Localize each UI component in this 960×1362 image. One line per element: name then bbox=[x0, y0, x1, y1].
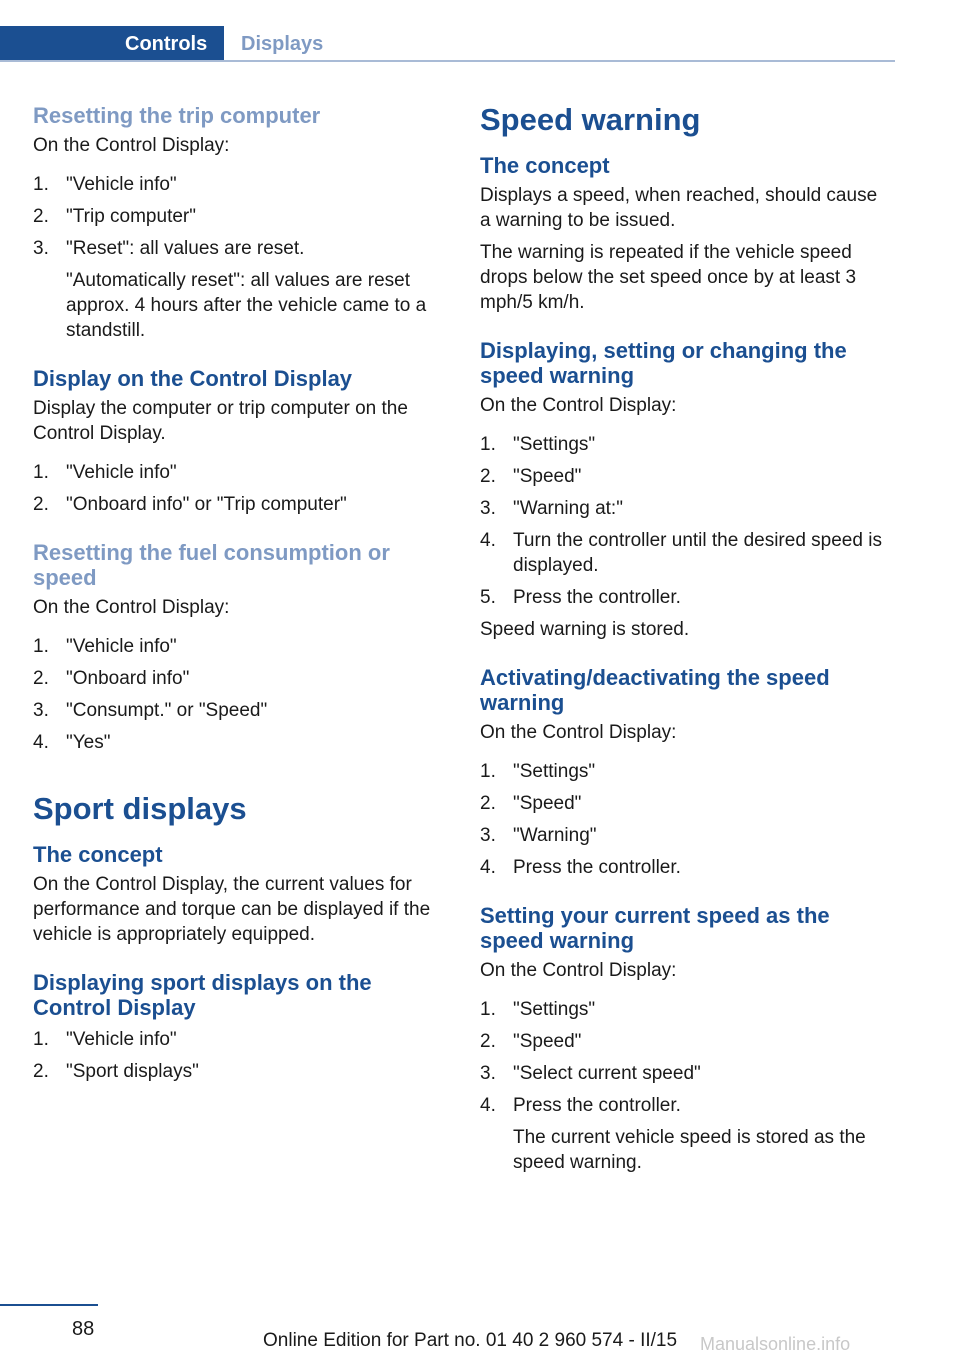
list-item bbox=[33, 730, 445, 755]
step-text: "Speed" bbox=[513, 1031, 582, 1052]
step-number: 4. bbox=[480, 857, 496, 878]
list-item bbox=[480, 1061, 892, 1086]
step-text: "Vehicle info" bbox=[66, 1029, 177, 1050]
step-text: "Settings" bbox=[513, 999, 596, 1020]
list-item bbox=[480, 464, 892, 489]
step-text: "Warning at:" bbox=[513, 498, 623, 519]
step-number: 3. bbox=[33, 700, 49, 721]
list-item bbox=[33, 492, 445, 517]
step-number: 1. bbox=[33, 174, 49, 195]
step-continuation: "Automatically reset": all values are reset approx. 4 hours after the vehicle came to a standstill. bbox=[66, 270, 427, 341]
list-item bbox=[33, 698, 445, 723]
step-text: "Warning" bbox=[513, 825, 597, 846]
title-speed-warning: Speed warning bbox=[480, 102, 701, 137]
step-number: 3. bbox=[33, 238, 49, 259]
steps-resetting-fuel-consumption bbox=[33, 634, 445, 755]
step-number: 3. bbox=[480, 1063, 496, 1084]
step-text: Press the controller. bbox=[513, 1095, 681, 1116]
heading-resetting-trip-computer: Resetting the trip computer bbox=[33, 103, 321, 128]
list-item bbox=[480, 759, 892, 784]
step-text: "Sport displays" bbox=[66, 1061, 199, 1082]
step-number: 3. bbox=[480, 825, 496, 846]
step-number: 1. bbox=[33, 636, 49, 657]
step-text: "Speed" bbox=[513, 466, 582, 487]
list-item bbox=[33, 204, 445, 229]
list-item bbox=[480, 432, 892, 457]
steps-setting-current-speed bbox=[480, 997, 892, 1175]
step-number: 1. bbox=[33, 462, 49, 483]
step-number: 3. bbox=[480, 498, 496, 519]
heading-sport-concept: The concept bbox=[33, 842, 163, 867]
speed-concept-text-1: Displays a speed, when reached, should cause a warning to be issued. bbox=[480, 185, 878, 231]
intro-text: On the Control Display: bbox=[33, 597, 230, 618]
list-item bbox=[33, 236, 445, 343]
heading-displaying-sport-displays: Displaying sport displays on the Control Display bbox=[33, 970, 372, 1020]
step-text: "Vehicle info" bbox=[66, 462, 177, 483]
step-number: 1. bbox=[480, 999, 496, 1020]
page-number: 88 bbox=[72, 1318, 95, 1340]
list-item bbox=[480, 997, 892, 1022]
step-number: 2. bbox=[480, 793, 496, 814]
step-text: "Vehicle info" bbox=[66, 636, 177, 657]
step-text: "Vehicle info" bbox=[66, 174, 177, 195]
sport-concept-text: On the Control Display, the current values for performance and torque can be displayed if the vehicle is appropriately equipped. bbox=[33, 874, 431, 945]
heading-displaying-setting-speed-warning: Displaying, setting or changing the speed warning bbox=[480, 338, 847, 388]
left-column bbox=[33, 100, 445, 1084]
tab-displays[interactable]: Displays bbox=[241, 33, 324, 55]
speed-concept-text-2: The warning is repeated if the vehicle speed drops below the set speed once by at least 3 mph/5 km/h. bbox=[480, 242, 857, 313]
list-item bbox=[480, 585, 892, 610]
list-item bbox=[33, 1059, 445, 1084]
step-text: "Speed" bbox=[513, 793, 582, 814]
steps-display-on-control-display bbox=[33, 460, 445, 517]
heading-speed-concept: The concept bbox=[480, 153, 610, 178]
step-text: "Settings" bbox=[513, 434, 596, 455]
step-text: "Settings" bbox=[513, 761, 596, 782]
list-item bbox=[33, 634, 445, 659]
watermark: Manualsonline.info bbox=[700, 1334, 851, 1354]
list-item bbox=[33, 460, 445, 485]
step-number: 2. bbox=[480, 1031, 496, 1052]
chapter-header bbox=[0, 0, 960, 62]
step-number: 4. bbox=[480, 1095, 496, 1116]
list-item bbox=[480, 791, 892, 816]
intro-text: On the Control Display: bbox=[480, 722, 677, 743]
header-divider bbox=[0, 60, 895, 62]
steps-activating-speed-warning bbox=[480, 759, 892, 880]
step-text: Press the controller. bbox=[513, 857, 681, 878]
step-text: "Onboard info" or "Trip computer" bbox=[66, 494, 347, 515]
steps-resetting-trip-computer bbox=[33, 172, 445, 343]
intro-text: On the Control Display: bbox=[33, 135, 230, 156]
list-item bbox=[480, 528, 892, 578]
right-column bbox=[480, 100, 892, 1175]
step-number: 2. bbox=[33, 494, 49, 515]
step-number: 1. bbox=[480, 434, 496, 455]
intro-text: On the Control Display: bbox=[480, 960, 677, 981]
step-number: 4. bbox=[480, 530, 496, 551]
step-text: Press the controller. bbox=[513, 587, 681, 608]
step-text: "Yes" bbox=[66, 732, 111, 753]
title-sport-displays: Sport displays bbox=[33, 791, 247, 826]
step-text: "Reset": all values are reset. bbox=[66, 238, 305, 259]
tab-controls[interactable]: Controls bbox=[0, 26, 224, 62]
list-item bbox=[480, 1093, 892, 1175]
list-item bbox=[480, 1029, 892, 1054]
intro-text: On the Control Display: bbox=[480, 395, 677, 416]
list-item bbox=[33, 172, 445, 197]
list-item bbox=[480, 855, 892, 880]
steps-displaying-setting-speed-warning bbox=[480, 432, 892, 610]
speed-warning-stored-text: Speed warning is stored. bbox=[480, 619, 690, 640]
intro-text: Display the computer or trip computer on the Control Display. bbox=[33, 398, 408, 444]
step-number: 5. bbox=[480, 587, 496, 608]
step-text: "Onboard info" bbox=[66, 668, 190, 689]
step-number: 2. bbox=[480, 466, 496, 487]
steps-displaying-sport-displays bbox=[33, 1027, 445, 1084]
heading-setting-current-speed: Setting your current speed as the speed warning bbox=[480, 903, 830, 953]
heading-resetting-fuel-consumption: Resetting the fuel consumption or speed bbox=[33, 540, 390, 590]
step-number: 1. bbox=[33, 1029, 49, 1050]
list-item bbox=[33, 666, 445, 691]
step-text: Turn the controller until the desired speed is displayed. bbox=[513, 530, 882, 576]
step-text: "Consumpt." or "Speed" bbox=[66, 700, 268, 721]
list-item bbox=[33, 1027, 445, 1052]
step-text: "Trip computer" bbox=[66, 206, 196, 227]
page-number-divider bbox=[0, 1304, 98, 1306]
step-number: 2. bbox=[33, 206, 49, 227]
step-number: 1. bbox=[480, 761, 496, 782]
step-number: 4. bbox=[33, 732, 49, 753]
step-continuation: The current vehicle speed is stored as the speed warning. bbox=[513, 1127, 866, 1173]
edition-footer: Online Edition for Part no. 01 40 2 960 574 - II/15 bbox=[263, 1330, 678, 1351]
list-item bbox=[480, 823, 892, 848]
step-number: 2. bbox=[33, 1061, 49, 1082]
list-item bbox=[480, 496, 892, 521]
heading-display-on-control-display: Display on the Control Display bbox=[33, 366, 353, 391]
heading-activating-speed-warning: Activating/deactivating the speed warning bbox=[480, 665, 830, 715]
step-text: "Select current speed" bbox=[513, 1063, 701, 1084]
step-number: 2. bbox=[33, 668, 49, 689]
